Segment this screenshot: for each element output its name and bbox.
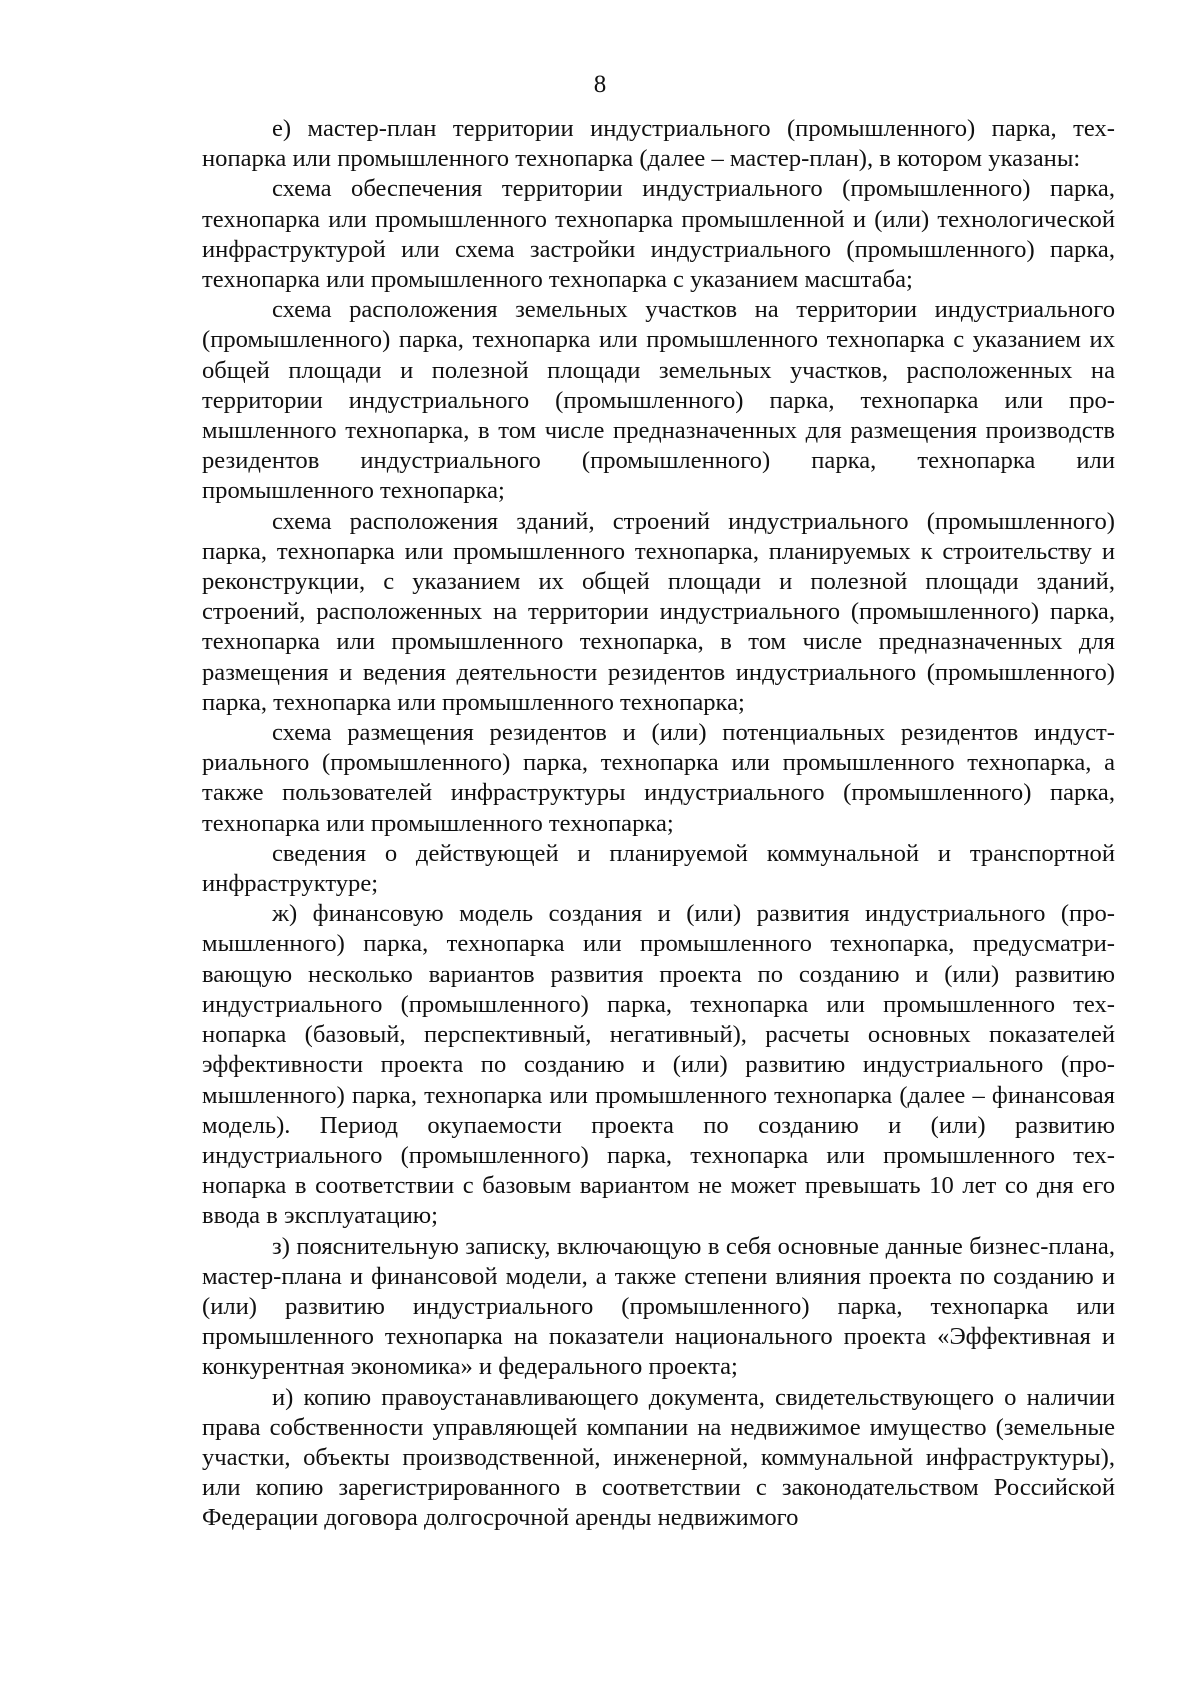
paragraph-land-plots-scheme: схема расположения земельных участков на территории индустриального (промышленного) парка, технопарка или промышленного технопарка с указанием их общей площади и полезной площади земельных участков, расположенных на территории индустриального (промышленного) парка, технопарка или промышленного технопарка, в том числе предназначенных для размещения производств резидентов индустриального (промышленного) парка, технопарка или промышленного технопарка; — [202, 296, 1115, 505]
paragraph-utilities-info: сведения о действующей и планируемой коммунальной и транспортной инфраструктуре; — [202, 839, 1115, 898]
page-number: 8 — [593, 71, 607, 98]
document-body — [202, 114, 1115, 1534]
paragraph-infrastructure-scheme: схема обеспечения территории индустриального (промышленного) парка, технопарка или промышленного технопарка промышленной и (или) технологической инфраструктурой или схема застройки индустриального (промышленного) парка, технопарка или промышленного технопарка с указанием масштаба; — [202, 175, 1115, 294]
paragraph-e-master-plan: е) мастер-план территории индустриального (промышленного) парка, технопарка или промышленного технопарка (далее – мастер-план), в котором указаны: — [202, 115, 1115, 173]
paragraph-buildings-scheme: схема расположения зданий, строений индустриального (промышленного) парка, технопарка или промышленного технопарка, планируемых к строительству и реконструкции, с указанием их общей площади и полезной площади зданий, строений, расположенных на территории индустриального (промышленного) парка, технопарка или промышленного технопарка, в том числе предназначенных для размещения и ведения деятельности резидентов индустриального (промышленного) парка, технопарка или промышленного технопарка; — [202, 507, 1115, 716]
paragraph-i-title-document: и) копию правоустанавливающего документа, свидетельствующего о наличии права собственности управляющей компании на недвижимое имущество (земельные участки, объекты производственной, инженерной, коммунальной инфраструктуры), или копию зарегистрированного в соответствии с законодательством Российской Федерации договора долгосрочной аренды недвижимого — [202, 1383, 1115, 1532]
paragraph-residents-scheme: схема размещения резидентов и (или) потенциальных резидентов индустриального (промышленного) парка, технопарка или промышленного технопарка, а также пользователей инфраструктуры индустриального (промышленного) парка, технопарка или промышленного технопарка; — [202, 719, 1115, 837]
paragraph-zh-financial-model: ж) финансовую модель создания и (или) развития индустриального (промышленного) парка, технопарка или промышленного технопарка, предусматривающую несколько вариантов развития проекта по созданию и (или) развитию индустриального (промышленного) парка, технопарка или промышленного технопарка (базовый, перспективный, негативный), расчеты основных показателей эффективности проекта по созданию и (или) развитию индустриального (промышленного) парка, технопарка или промышленного технопарка (далее – финансовая модель). Период окупаемости проекта по созданию и (или) развитию индустриального (промышленного) парка, технопарка или промышленного технопарка в соответствии с базовым вариантом не может превышать 10 лет со дня его ввода в эксплуатацию; — [202, 900, 1115, 1230]
paragraph-z-explanatory-note: з) пояснительную записку, включающую в себя основные данные бизнес-плана, мастер-плана и финансовой модели, а также степени влияния проекта по созданию и (или) развитию индустриального (промышленного) парка, технопарка или промышленного технопарка на показатели национального проекта «Эффективная и конкурентная экономика» и федерального проекта; — [202, 1232, 1115, 1381]
